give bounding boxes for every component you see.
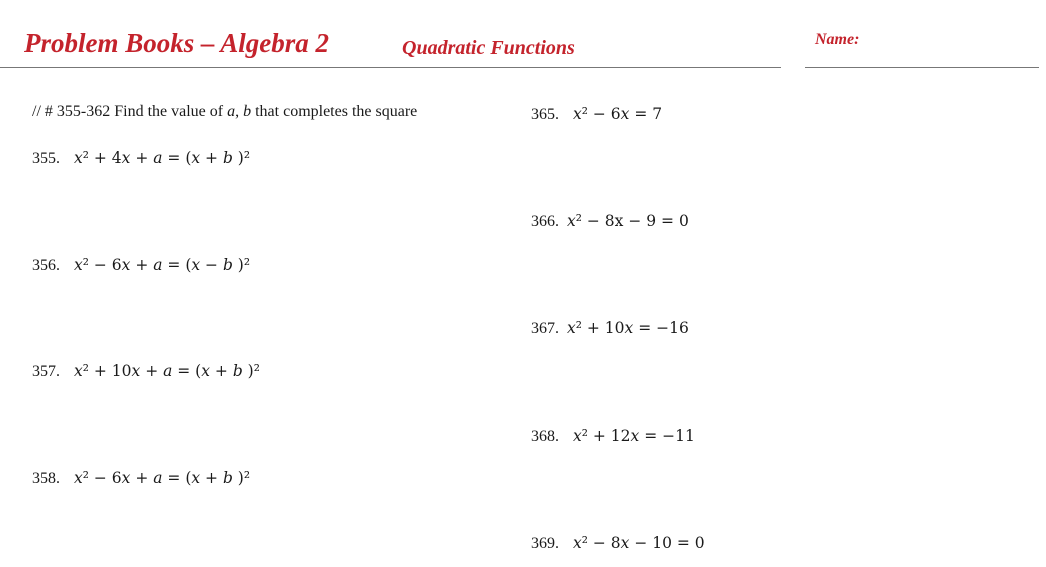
problem-number: 356. bbox=[32, 257, 60, 274]
problem-367 bbox=[531, 318, 689, 339]
problem-equation: 𝑥² − 8x − 9 = 0 bbox=[567, 212, 689, 230]
problem-number: 357. bbox=[32, 363, 60, 380]
problem-number: 358. bbox=[32, 470, 60, 487]
instruction-var-a: a bbox=[227, 103, 236, 120]
problem-equation: 𝑥² + 10𝑥 + 𝑎 = (𝑥 + 𝑏 )² bbox=[74, 362, 260, 380]
problem-356 bbox=[32, 255, 250, 276]
problem-equation: 𝑥² − 6𝑥 + 𝑎 = (𝑥 − 𝑏 )² bbox=[74, 256, 251, 274]
problem-number: 369. bbox=[531, 535, 559, 552]
problem-equation: 𝑥² + 12𝑥 = −11 bbox=[573, 427, 695, 445]
problem-equation: 𝑥² + 10𝑥 = −16 bbox=[567, 319, 689, 337]
instruction-separator: , bbox=[235, 103, 244, 120]
problem-365 bbox=[531, 104, 662, 125]
problem-357 bbox=[32, 361, 260, 382]
header-divider bbox=[0, 67, 781, 68]
problem-equation: 𝑥² − 6𝑥 + 𝑎 = (𝑥 + 𝑏 )² bbox=[74, 469, 251, 487]
section-subtitle: Quadratic Functions bbox=[402, 37, 575, 59]
instruction-text bbox=[32, 103, 417, 121]
problem-369 bbox=[531, 533, 705, 554]
instruction-suffix: that completes the square bbox=[251, 103, 418, 120]
problem-equation: 𝑥² + 4𝑥 + 𝑎 = (𝑥 + 𝑏 )² bbox=[74, 149, 251, 167]
problem-equation: 𝑥² − 6𝑥 = 7 bbox=[573, 105, 663, 123]
problem-equation: 𝑥² − 8𝑥 − 10 = 0 bbox=[573, 534, 705, 552]
instruction-prefix: // # 355-362 Find the value of bbox=[32, 103, 228, 120]
name-label: Name: bbox=[815, 31, 860, 48]
problem-358 bbox=[32, 468, 250, 489]
problem-number: 366. bbox=[531, 213, 559, 230]
page-title: Problem Books – Algebra 2 bbox=[24, 28, 330, 58]
problem-366 bbox=[531, 211, 689, 232]
instruction-var-b: b bbox=[243, 103, 252, 120]
name-underline bbox=[805, 67, 1039, 68]
problem-368 bbox=[531, 426, 695, 447]
problem-355 bbox=[32, 148, 250, 169]
problem-number: 355. bbox=[32, 150, 60, 167]
problem-number: 368. bbox=[531, 428, 559, 445]
problem-number: 365. bbox=[531, 106, 559, 123]
problem-number: 367. bbox=[531, 320, 559, 337]
